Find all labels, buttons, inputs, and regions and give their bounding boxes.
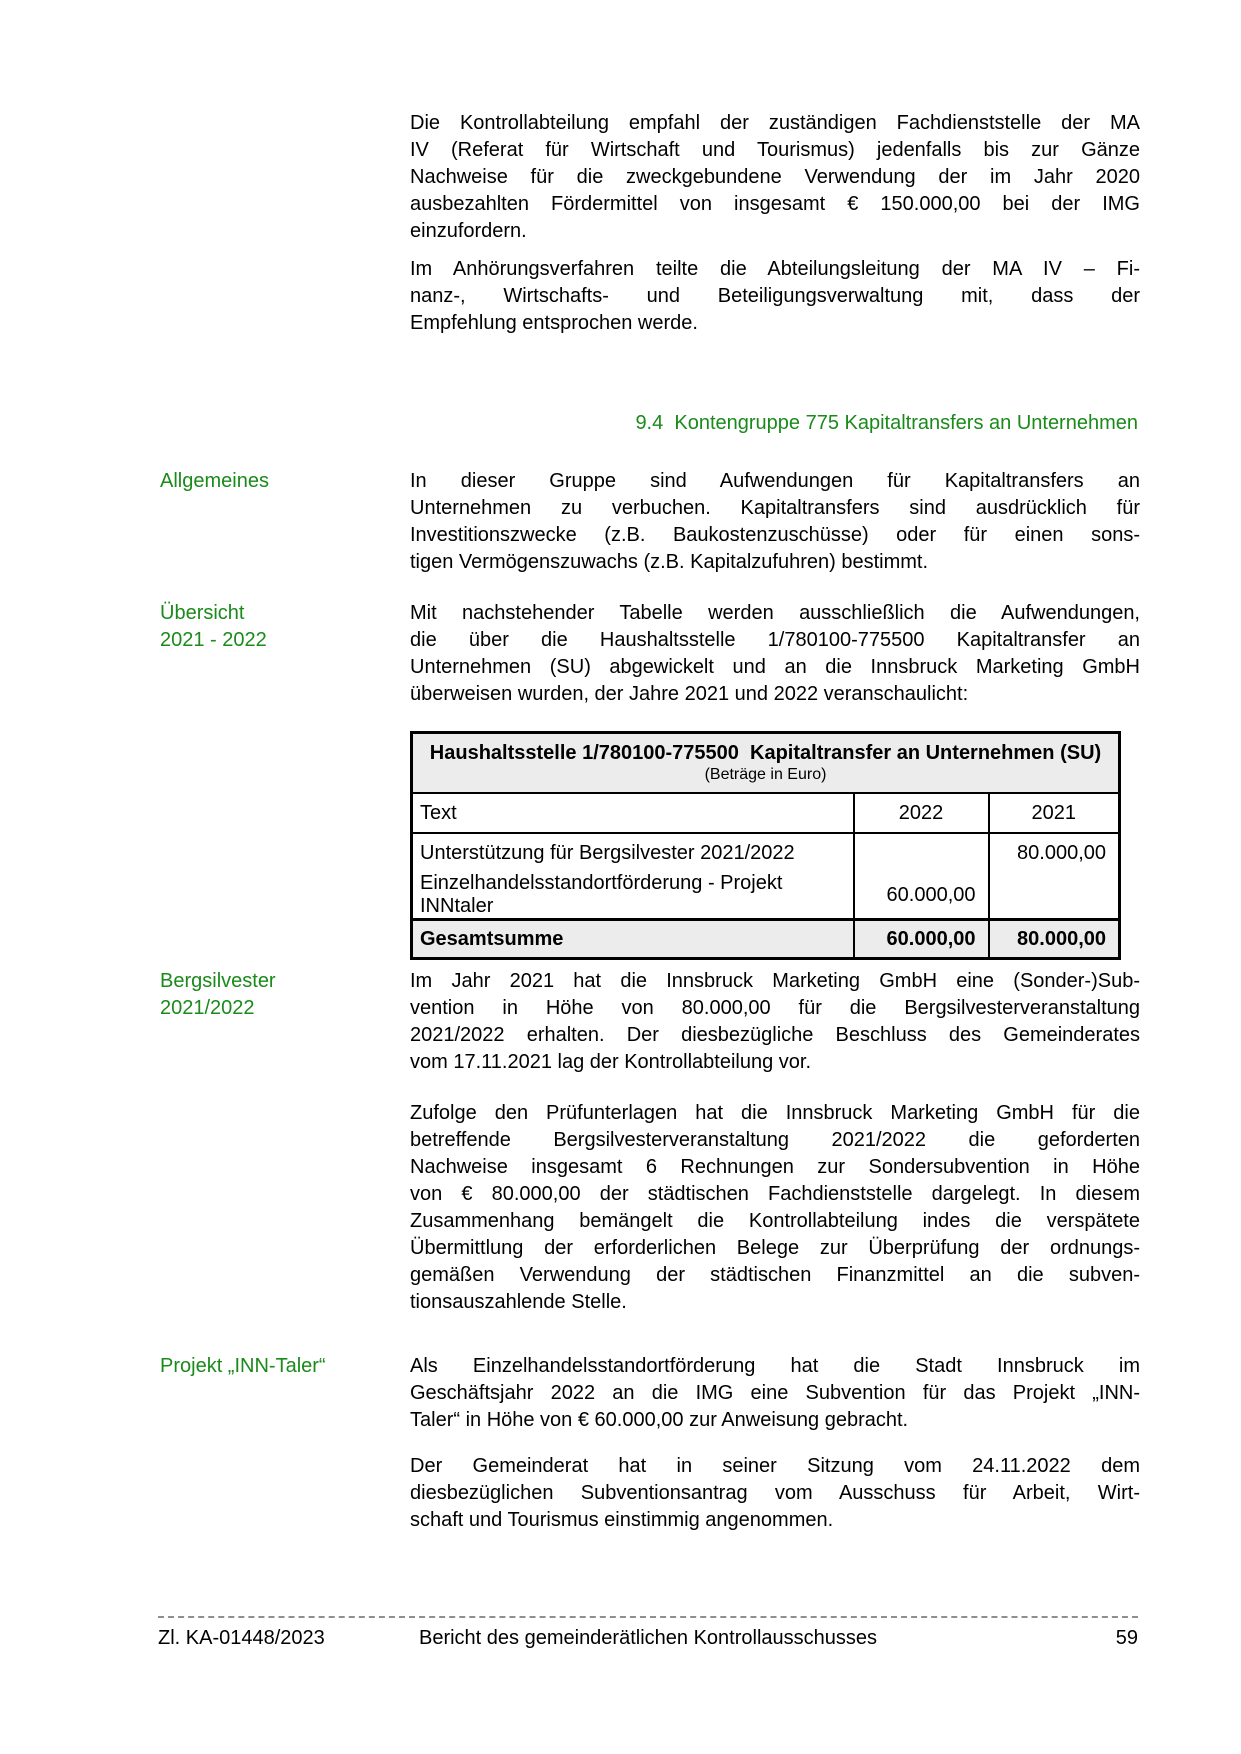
page-footer <box>158 1616 1138 1650</box>
text-line: Geschäftsjahr 2022 an die IMG eine Subvention für das Projekt „INN- <box>410 1382 1140 1404</box>
table-title-cell <box>412 733 1120 794</box>
margin-label-line: Allgemeines <box>160 470 269 492</box>
margin-label-line: 2021/2022 <box>160 997 255 1019</box>
text-line: Im Jahr 2021 hat die Innsbruck Marketing GmbH eine (Sonder-)Sub- <box>410 970 1140 992</box>
table-row <box>412 872 1120 920</box>
budget-table <box>410 731 1121 960</box>
row-value-2022: 60.000,00 <box>854 872 989 920</box>
margin-label-line: Projekt „INN-Taler“ <box>160 1355 326 1377</box>
text-line: Zusammenhang bemängelt die Kontrollabteilung indes die verspätete <box>410 1210 1140 1232</box>
paragraph-bergsilvester <box>410 968 1140 1076</box>
text-line: Zufolge den Prüfunterlagen hat die Innsbruck Marketing GmbH für die <box>410 1102 1140 1124</box>
column-header-2022: 2022 <box>854 793 989 833</box>
column-header-2021: 2021 <box>989 793 1120 833</box>
paragraph-uebersicht <box>410 600 1140 708</box>
text-line: Unternehmen (SU) abgewickelt und an die Innsbruck Marketing GmbH <box>410 656 1140 678</box>
paragraph-inn-taler <box>410 1353 1140 1434</box>
margin-label-bergsilvester <box>160 968 390 1022</box>
footer-reference: Zl. KA-01448/2023 <box>158 1627 325 1649</box>
text-line: Im Anhörungsverfahren teilte die Abteilungsleitung der MA IV – Fi- <box>410 258 1140 280</box>
row-value-2021 <box>989 872 1120 920</box>
text-line: In dieser Gruppe sind Aufwendungen für Kapitaltransfers an <box>410 470 1140 492</box>
text-line: Die Kontrollabteilung empfahl der zuständigen Fachdienststelle der MA <box>410 112 1140 134</box>
text-line: gemäßen Verwendung der städtischen Finanzmittel an die subven- <box>410 1264 1140 1286</box>
total-label: Gesamtsumme <box>412 920 854 959</box>
footer-title: Bericht des gemeinderätlichen Kontrollausschusses <box>418 1627 878 1649</box>
margin-label-allgemeines <box>160 468 390 495</box>
text-line: Der Gemeinderat hat in seiner Sitzung vom 24.11.2022 dem <box>410 1455 1140 1477</box>
margin-label-projekt-inn-taler <box>160 1353 390 1380</box>
total-value-2021: 80.000,00 <box>989 920 1120 959</box>
paragraph-empfehlung-kontrollabteilung <box>410 110 1140 245</box>
text-line: Als Einzelhandelsstandortförderung hat die Stadt Innsbruck im <box>410 1355 1140 1377</box>
total-value-2022: 60.000,00 <box>854 920 989 959</box>
table-header-row <box>412 793 1120 833</box>
text-line: schaft und Tourismus einstimmig angenommen. <box>410 1509 834 1531</box>
text-line: von € 80.000,00 der städtischen Fachdienststelle dargelegt. In diesem <box>410 1183 1140 1205</box>
text-line: Taler“ in Höhe von € 60.000,00 zur Anweisung gebracht. <box>410 1409 909 1431</box>
text-line: Übermittlung der erforderlichen Belege zur Überprüfung der ordnungs- <box>410 1237 1140 1259</box>
text-line: Nachweise für die zweckgebundene Verwendung der im Jahr 2020 <box>410 166 1140 188</box>
text-line: überweisen wurden, der Jahre 2021 und 2022 veranschaulicht: <box>410 683 969 705</box>
paragraph-anhoerungsverfahren <box>410 256 1140 337</box>
text-line: diesbezüglichen Subventionsantrag vom Ausschuss für Arbeit, Wirt- <box>410 1482 1140 1504</box>
table-title: Haushaltsstelle 1/780100-775500 Kapitaltransfer an Unternehmen (SU) <box>429 742 1102 764</box>
margin-label-line: 2021 - 2022 <box>160 629 267 651</box>
text-line: betreffende Bergsilvesterveranstaltung 2021/2022 die geforderten <box>410 1129 1140 1151</box>
paragraph-pruefunterlagen <box>410 1100 1140 1316</box>
text-line: Nachweise insgesamt 6 Rechnungen zur Sondersubvention in Höhe <box>410 1156 1140 1178</box>
text-line: IV (Referat für Wirtschaft und Tourismus) jedenfalls bis zur Gänze <box>410 139 1140 161</box>
row-value-2021: 80.000,00 <box>989 833 1120 872</box>
section-heading-9-4: 9.4 Kontengruppe 775 Kapitaltransfers an Unternehmen <box>635 412 1138 434</box>
margin-label-line: Bergsilvester <box>160 970 276 992</box>
margin-label-line: Übersicht <box>160 602 245 624</box>
table-subtitle: (Beträge in Euro) <box>704 766 827 783</box>
text-line: ausbezahlten Fördermittel von insgesamt € 150.000,00 bei der IMG <box>410 193 1140 215</box>
paragraph-allgemeines <box>410 468 1140 576</box>
row-value-2022 <box>854 833 989 872</box>
budget-table-wrap <box>410 731 1121 960</box>
footer-page-number: 59 <box>1115 1627 1138 1649</box>
table-title-row <box>412 733 1120 794</box>
column-header-text: Text <box>412 793 854 833</box>
text-line: einzufordern. <box>410 220 527 242</box>
margin-label-uebersicht <box>160 600 390 654</box>
text-line: nanz-, Wirtschafts- und Beteiligungsverwaltung mit, dass der <box>410 285 1140 307</box>
text-line: die über die Haushaltsstelle 1/780100-775500 Kapitaltransfer an <box>410 629 1140 651</box>
text-line: 2021/2022 erhalten. Der diesbezügliche Beschluss des Gemeinderates <box>410 1024 1140 1046</box>
text-line: Mit nachstehender Tabelle werden ausschließlich die Aufwendungen, <box>410 602 1140 624</box>
row-label: Einzelhandelsstandortförderung - Projekt INNtaler <box>420 872 783 917</box>
text-line: Investitionszwecke (z.B. Baukostenzuschüsse) oder für einen sons- <box>410 524 1140 546</box>
table-total-row <box>412 920 1120 959</box>
table-row <box>412 833 1120 872</box>
text-line: tionsauszahlende Stelle. <box>410 1291 627 1313</box>
paragraph-gemeinderat <box>410 1453 1140 1534</box>
text-line: vom 17.11.2021 lag der Kontrollabteilung vor. <box>410 1051 812 1073</box>
text-line: Empfehlung entsprochen werde. <box>410 312 698 334</box>
text-line: vention in Höhe von 80.000,00 für die Bergsilvesterveranstaltung <box>410 997 1140 1019</box>
text-line: tigen Vermögenszuwachs (z.B. Kapitalzufuhren) bestimmt. <box>410 551 929 573</box>
row-label: Unterstützung für Bergsilvester 2021/2022 <box>420 841 795 864</box>
text-line: Unternehmen zu verbuchen. Kapitaltransfers sind ausdrücklich für <box>410 497 1140 519</box>
